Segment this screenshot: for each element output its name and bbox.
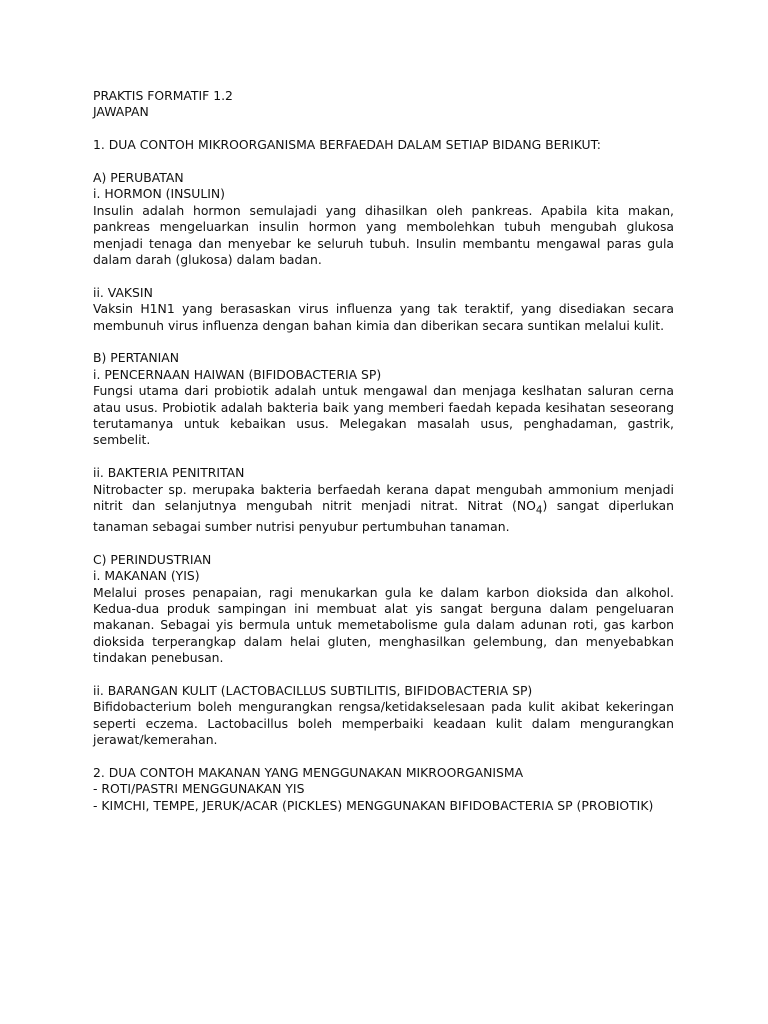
question-2: 2. DUA CONTOH MAKANAN YANG MENGGUNAKAN MIKROORGANISMA	[93, 765, 524, 780]
document-subtitle: JAWAPAN	[93, 104, 149, 120]
document-title: PRAKTIS FORMATIF 1.2	[93, 88, 233, 103]
spacer	[93, 667, 674, 683]
spacer	[93, 121, 674, 137]
question-2-item: - ROTI/PASTRI MENGGUNAKAN YIS	[93, 781, 305, 797]
section-c-heading: C) PERINDUSTRIAN	[93, 551, 212, 567]
section-a-i-text: Insulin adalah hormon semulajadi yang dihasilkan oleh pankreas. Apabila kita makan, pankreas mengeluarkan insulin hormon yang membolehkan tubuh mengubah glukosa menjadi tenaga dan menyebar ke seluruh tubuh. Insulin membantu mengawal paras gula dalam darah (glukosa) dalam badan.	[93, 202, 674, 268]
section-c-ii-text: Bifidobacterium boleh mengurangkan rengsa/ketidakselesaan pada kulit akibat kekeringan seperti eczema. Lactobacillus boleh memperbaiki keadaan kulit dalam mengurangkan jerawat/kemerahan.	[93, 699, 674, 748]
section-c-i-title: i. MAKANAN (YIS)	[93, 568, 200, 584]
section-b-ii-title: ii. BAKTERIA PENITRITAN	[93, 465, 245, 481]
section-c-i-text: Melalui proses penapaian, ragi menukarkan gula ke dalam karbon dioksida dan alkohol. Kedua-dua produk sampingan ini membuat alat yis sangat berguna dalam pengeluaran makanan. Sebagai yis bermula untuk memetabolisme gula dalam adunan roti, gas karbon dioksida terperangkap dalam helai gluten, menghasilkan gelembung, dan menyebabkan tindakan penebusan.	[93, 584, 674, 666]
question-1: 1. DUA CONTOH MIKROORGANISMA BERFAEDAH DALAM SETIAP BIDANG BERIKUT:	[93, 137, 601, 153]
spacer	[93, 535, 674, 551]
question-2-item: - KIMCHI, TEMPE, JERUK/ACAR (PICKLES) MENGGUNAKAN BIFIDOBACTERIA SP (PROBIOTIK)	[93, 797, 654, 813]
spacer	[93, 334, 674, 350]
spacer	[93, 154, 674, 170]
document-page	[93, 88, 674, 814]
nitrate-subscript: 4	[535, 504, 543, 517]
section-b-heading: B) PERTANIAN	[93, 350, 180, 366]
spacer	[93, 749, 674, 765]
section-b-ii-text-before: Nitrobacter sp. merupaka bakteria berfaedah kerana dapat mengubah ammonium menjadi nitrit dan selanjutnya mengubah nitrit menjadi nitrat. Nitrat (NO	[93, 481, 674, 514]
section-c-ii-title: ii. BARANGAN KULIT (LACTOBACILLUS SUBTILITIS, BIFIDOBACTERIA SP)	[93, 682, 533, 698]
section-a-i-title: i. HORMON (INSULIN)	[93, 186, 226, 202]
spacer	[93, 449, 674, 465]
section-b-i-title: i. PENCERNAAN HAIWAN (BIFIDOBACTERIA SP)	[93, 366, 382, 382]
section-b-ii-text	[93, 482, 674, 536]
section-b-i-text: Fungsi utama dari probiotik adalah untuk mengawal dan menjaga keslhatan saluran cerna atau usus. Probiotik adalah bakteria baik yang memberi faedah kepada kesihatan seseorang terutamanya untuk kebaikan usus. Melegakan masalah usus, penghadaman, gastrik, sembelit.	[93, 383, 674, 448]
section-a-ii-title: ii. VAKSIN	[93, 284, 153, 300]
section-a-heading: A) PERUBATAN	[93, 170, 184, 185]
section-a-ii-text: Vaksin H1N1 yang berasaskan virus influenza yang tak teraktif, yang disediakan secara membunuh virus influenza dengan bahan kimia dan diberikan secara suntikan melalui kulit.	[93, 301, 674, 333]
section-b-ii-text-after: ) sangat diperlukan tanaman sebagai sumber nutrisi penyubur pertumbuhan tanaman.	[93, 498, 674, 534]
spacer	[93, 268, 674, 284]
